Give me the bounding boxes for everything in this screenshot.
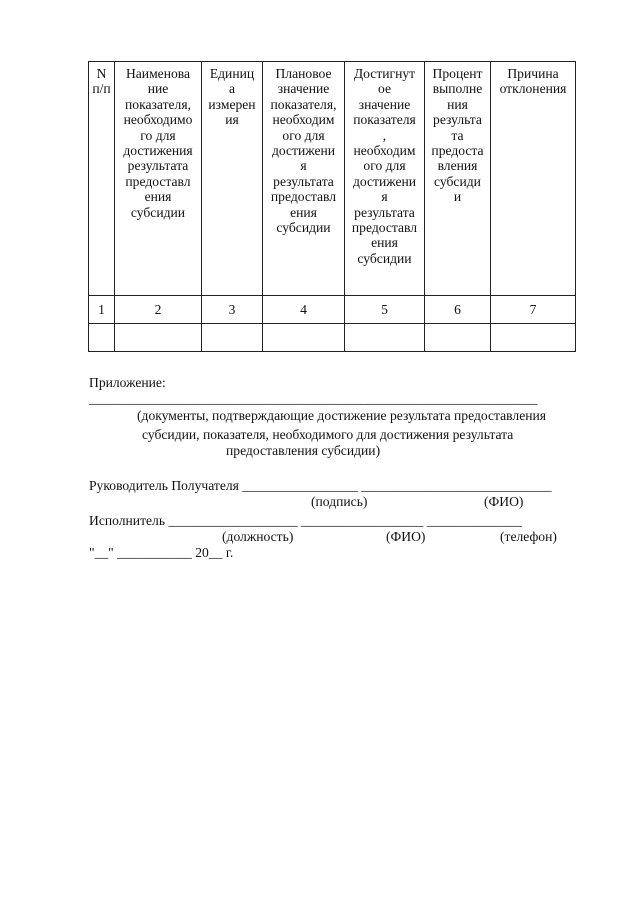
header-unit-label: Единиц а измерен ия [208, 66, 256, 128]
column-number: 6 [425, 296, 491, 324]
head-caption-signature: (подпись) [311, 494, 368, 509]
attachment-label: Приложение: [89, 375, 166, 390]
header-cell-indicator-name [115, 62, 202, 296]
empty-cell [115, 324, 202, 352]
header-reason-label: Причина отклонения [499, 66, 567, 97]
executor-caption-name: (ФИО) [386, 529, 426, 544]
indicator-table [88, 61, 576, 352]
header-cell-planned-value [263, 62, 345, 296]
empty-cell [425, 324, 491, 352]
attachment-fill-line: __________________________________________________________________ [89, 391, 538, 406]
header-cell-achieved-value [345, 62, 425, 296]
executor-caption-phone: (телефон) [500, 529, 557, 544]
empty-cell [89, 324, 115, 352]
column-number: 2 [115, 296, 202, 324]
column-number: 5 [345, 296, 425, 324]
attachment-caption-line-3: предоставления субсидии) [226, 443, 381, 458]
empty-cell [345, 324, 425, 352]
header-percent-label: Процент выполне ния результа та предоста вления субсиди и [431, 66, 484, 205]
table-header-row [89, 62, 576, 296]
header-cell-reason [491, 62, 576, 296]
column-number: 7 [491, 296, 576, 324]
executor-caption-position: (должность) [222, 529, 294, 544]
header-cell-number [89, 62, 115, 296]
header-cell-unit [202, 62, 263, 296]
header-indicator-name-label: Наименова ние показателя, необходимо го для достижения результата предоставл ения субсидии [123, 66, 193, 220]
header-cell-percent [425, 62, 491, 296]
column-number-row [89, 296, 576, 324]
table-row [89, 324, 576, 352]
empty-cell [491, 324, 576, 352]
header-number-label: N п/п [92, 66, 111, 97]
head-signature-line: Руководитель Получателя _________________ ____________________________ [89, 478, 552, 493]
attachment-caption-line-2: субсидии, показателя, необходимого для достижения результата [142, 427, 514, 442]
head-caption-name: (ФИО) [484, 494, 524, 509]
empty-cell [263, 324, 345, 352]
executor-signature-line: Исполнитель ___________________ __________________ ______________ [89, 513, 522, 528]
header-planned-value-label: Плановое значение показателя, необходим ого для достижени я результата предоставл ения субсидии [270, 66, 337, 236]
empty-cell [202, 324, 263, 352]
column-number: 1 [89, 296, 115, 324]
column-number: 4 [263, 296, 345, 324]
header-achieved-value-label: Достигнут ое значение показателя , необходим ого для достижени я результата предоставл ения субсидии [351, 66, 418, 266]
column-number: 3 [202, 296, 263, 324]
attachment-caption-line-1: (документы, подтверждающие достижение результата предоставления [137, 408, 547, 423]
date-line: "__" ___________ 20__ г. [89, 545, 234, 560]
